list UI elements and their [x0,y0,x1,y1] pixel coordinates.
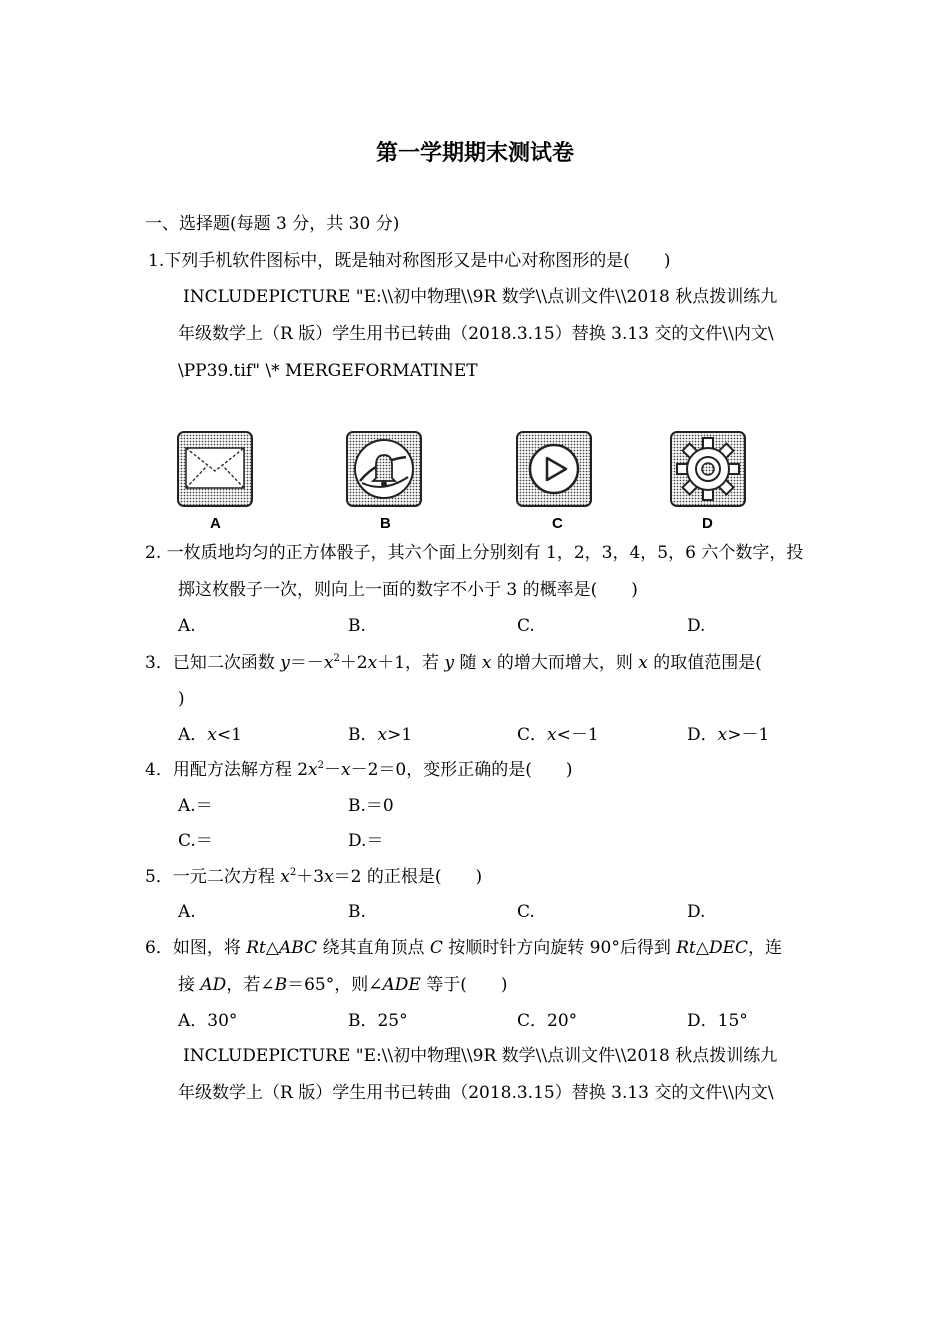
question-6-line1: 6．如图，将 Rt△ABC 绕其直角顶点 C 按顺时针方向旋转 90°后得到 Rt△DEC，连 [145,938,782,958]
q4-option-a[interactable]: A.＝ [178,796,213,816]
q6-option-b[interactable]: B．25° [348,1011,408,1031]
q1-include-field-line2: 年级数学上（R 版）学生用书已转曲（2018.3.15）替换 3.13 交的文件\\内文\ [178,324,774,344]
bell-icon [346,431,422,507]
option-a-envelope-image[interactable] [177,431,253,507]
q3-option-d[interactable]: D．x>－1 [687,725,770,745]
q4-option-b[interactable]: B.＝0 [348,796,394,816]
page-title: 第一学期期末测试卷 [375,141,574,166]
section-heading: 一、选择题(每题 3 分，共 30 分) [145,214,400,234]
option-b-bell-image[interactable] [346,431,422,507]
option-c-label: C [552,515,563,532]
option-d-label: D [702,515,713,532]
option-a-label: A [210,515,221,532]
question-6-line2: 接 AD，若∠B＝65°，则∠ADE 等于( ) [178,975,508,995]
q3-option-a[interactable]: A．x<1 [178,725,242,745]
q5-option-a[interactable]: A. [178,902,196,922]
q1-include-field-line3: \PP39.tif" \* MERGEFORMATINET [178,361,478,381]
option-b-label: B [380,515,391,532]
q2-option-c[interactable]: C. [517,616,535,636]
question-1-stem: 1.下列手机软件图标中，既是轴对称图形又是中心对称图形的是( ) [148,251,671,271]
q2-option-d[interactable]: D. [687,616,706,636]
question-2-line1: 2. 一枚质地均匀的正方体骰子，其六个面上分别刻有 1，2，3，4，5，6 六个数字，投 [145,543,804,563]
q6-include-field-line2: 年级数学上（R 版）学生用书已转曲（2018.3.15）替换 3.13 交的文件\\内文\ [178,1083,774,1103]
q3-option-c[interactable]: C．x<－1 [517,725,599,745]
q5-option-d[interactable]: D. [687,902,706,922]
q4-option-d[interactable]: D.＝ [348,831,384,851]
q4-option-c[interactable]: C.＝ [178,831,213,851]
q5-option-b[interactable]: B. [348,902,366,922]
q6-option-c[interactable]: C．20° [517,1011,578,1031]
option-d-gear-image[interactable] [670,431,746,507]
q6-include-field-line1: INCLUDEPICTURE "E:\\初中物理\\9R 数学\\点训文件\\2018 秋点拨训练九 [183,1046,778,1066]
q2-option-b[interactable]: B. [348,616,366,636]
question-3-close-paren: ) [178,689,185,709]
q6-option-a[interactable]: A．30° [178,1011,238,1031]
q3-option-b[interactable]: B．x>1 [348,725,413,745]
question-3-stem: 3．已知二次函数 $y=-x^2+2x+1$，若 y 随 x 的增大而增大，则 x 的取值范围是( [145,653,762,673]
play-icon [516,431,592,507]
q5-option-c[interactable]: C. [517,902,535,922]
question-4-stem: 4．用配方法解方程 $2x^2-x-2=0$，变形正确的是( ) [145,760,573,780]
gear-icon [670,431,746,507]
q1-include-field-line1: INCLUDEPICTURE "E:\\初中物理\\9R 数学\\点训文件\\2018 秋点拨训练九 [183,287,778,307]
q2-option-a[interactable]: A. [178,616,196,636]
envelope-icon [177,431,253,507]
q6-option-d[interactable]: D．15° [687,1011,748,1031]
question-5-stem: 5．一元二次方程 $x^2+3x=2$ 的正根是( ) [145,867,483,887]
question-2-line2: 掷这枚骰子一次，则向上一面的数字不小于 3 的概率是( ) [178,580,638,600]
option-c-play-image[interactable] [516,431,592,507]
